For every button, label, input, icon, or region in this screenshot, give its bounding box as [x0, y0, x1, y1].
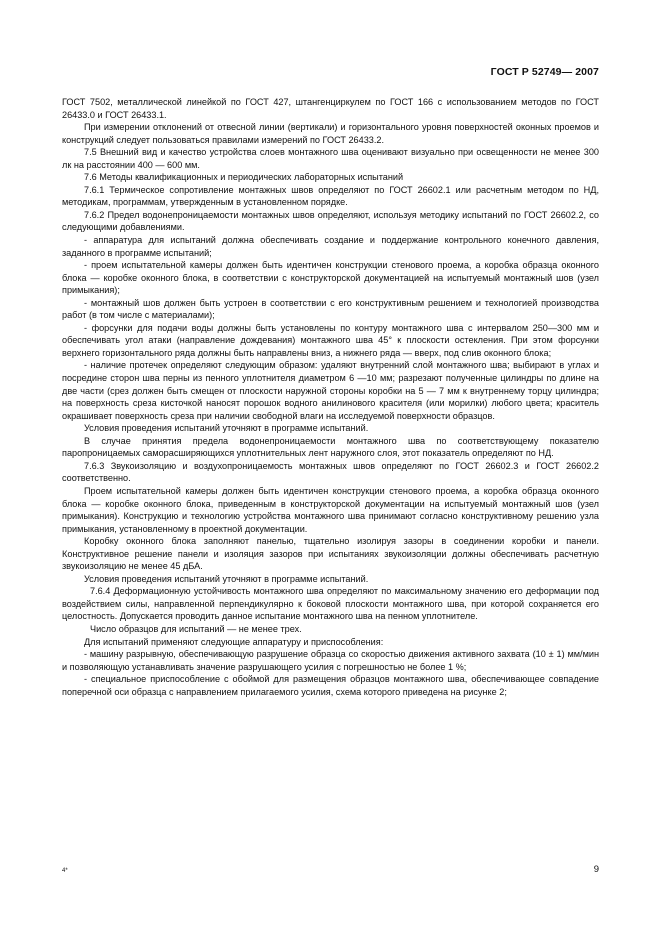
paragraph: Проем испытательной камеры должен быть идентичен конструкции стенового проема, а коробка образца оконного блока — коробке оконного блока, приведенным в конструкторской документации на испытуемый монтажный шов (узел примыкания). Конструкцию и технологию устройства монтажного шва принимают согласно конструктивному решению узла примыкания, установленному в проектной документации. — [62, 485, 599, 534]
body-text — [62, 96, 599, 698]
list-item: - машину разрывную, обеспечивающую разрушение образца со скоростью движения активного захвата (10 ± 1) мм/мин и позволяющую устанавливать значение разрушающего усилия с погрешностью не более 1 %; — [62, 649, 599, 672]
list-item: - аппаратура для испытаний должна обеспечивать создание и поддержание контрольного конечного давления, заданного в программе испытаний; — [62, 235, 599, 258]
section-heading: 7.6 Методы квалификационных и периодических лабораторных испытаний — [84, 172, 404, 183]
sheet-mark: 4* — [62, 868, 68, 874]
paragraph: Коробку оконного блока заполняют панелью, тщательно изолируя зазоры в соединении коробки и панели. Конструктивное решение панели и изоляция зазоров при испытаниях звукоизоляции должны обеспечивать расчетную звукоизоляцию не менее 45 дБА. — [62, 536, 599, 572]
list-item: - форсунки для подачи воды должны быть установлены по контуру монтажного шва с интервалом 250—300 мм и обеспечивать угол атаки (направление дождевания) монтажного шва 45° к плоскости остекления. При этом форсунки верхнего горизонтального ряда должны быть направлены вниз, а нижнего ряда — вверх, под слив оконного блока; — [62, 322, 599, 358]
paragraph: 7.6.4 Деформационную устойчивость монтажного шва определяют по максимальному значению его деформации под воздействием силы, направленной перпендикулярно к боковой плоскости монтажного шва, при которой сохраняется его целостность. Допускается проводить данное испытание монтажного шва на пенном уплотнителе. — [62, 586, 599, 622]
document-header: ГОСТ Р 52749— 2007 — [490, 66, 599, 78]
paragraph: Условия проведения испытаний уточняют в программе испытаний. — [84, 423, 369, 434]
paragraph: 7.6.1 Термическое сопротивление монтажных швов определяют по ГОСТ 26602.1 или расчетным методом по НД, методикам, программам, утвержденным в установленном порядке. — [62, 184, 599, 208]
paragraph: При измерении отклонений от отвесной линии (вертикали) и горизонтального уровня поверхностей оконных проемов и конструкций следует пользоваться правилами измерений по ГОСТ 26433.2. — [62, 122, 599, 145]
paragraph: В случае принятия предела водонепроницаемости монтажного шва по соответствующему показателю паропроницаемых саморасширяющихся уплотнительных лент наружного слоя, этот показатель определяют по НД. — [62, 435, 599, 459]
paragraph: ГОСТ 7502, металлической линейкой по ГОСТ 427, штангенциркулем по ГОСТ 166 с использованием методов по ГОСТ 26433.0 и ГОСТ 26433.1. — [62, 97, 599, 120]
paragraph: Условия проведения испытаний уточняют в программе испытаний. — [84, 573, 369, 584]
paragraph: 7.5 Внешний вид и качество устройства слоев монтажного шва оценивают визуально при освещенности не менее 300 лк на расстоянии 400 — 600 мм. — [62, 147, 599, 170]
list-item: - наличие протечек определяют следующим образом: удаляют внутренний слой монтажного шва; выбирают в углах и посредине сторон шва перны из пенного уплотнителя диаметром 6 —10 мм; разрезают полученные цилиндры по длине на две части (срез должен быть смещен от плоскости наружной стороны коробки на 5 — 7 мм к внутреннему торцу цилиндра; на поверхность среза кисточкой наносят порошок водного анилинового красителя (или морилки) любого цвета; краситель окрашивает поверхность среза при наличии свободной влаги на исследуемой поверхности образцов. — [62, 360, 599, 421]
paragraph: Число образцов для испытаний — не менее трех. — [90, 623, 302, 634]
page-number: 9 — [593, 864, 599, 875]
paragraph: Для испытаний применяют следующие аппаратуру и приспособления: — [84, 636, 384, 647]
paragraph: 7.6.2 Предел водонепроницаемости монтажных швов определяют, используя методику испытаний по ГОСТ 26602.2, со следующими добавлениями. — [62, 209, 599, 233]
paragraph: 7.6.3 Звукоизоляцию и воздухопроницаемость монтажных швов определяют по ГОСТ 26602.3 и ГОСТ 26602.2 соответственно. — [62, 460, 599, 484]
list-item: - специальное приспособление с обоймой для размещения образцов монтажного шва, обеспечивающее совпадение поперечной оси образца с направлением прилагаемого усилия, схема которого приведена на рисунке 2; — [62, 674, 599, 697]
list-item: - монтажный шов должен быть устроен в соответствии с его конструктивным решением и технологией производства работ (в том числе с материалами); — [62, 297, 599, 321]
list-item: - проем испытательной камеры должен быть идентичен конструкции стенового проема, а коробка образца оконного блока — коробке оконного блока, в соответствии с конструкторской документацией на испытуемый монтажный шов (узел примыкания); — [62, 260, 599, 296]
